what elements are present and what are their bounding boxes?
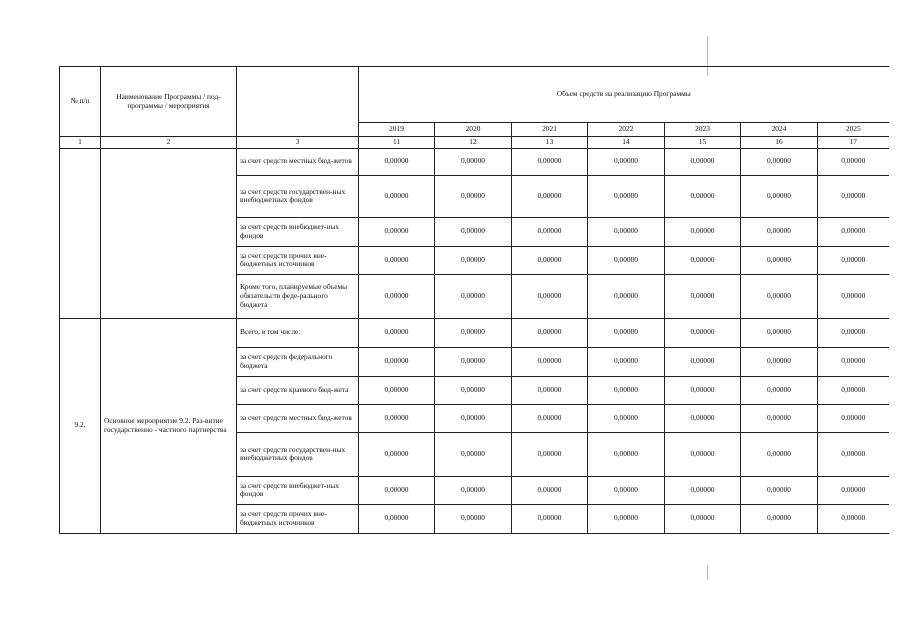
amount-cell: 0,00000 [588,217,665,246]
amount-cell: 0,00000 [741,175,818,217]
amount-cell: 0,00000 [359,404,435,432]
amount-cell: 0,00000 [512,318,588,347]
amount-cell: 0,00000 [512,404,588,432]
amount-cell: 0,00000 [818,376,889,404]
amount-cell: 0,00000 [818,504,889,533]
amount-cell: 0,00000 [512,476,588,504]
amount-cell: 0,00000 [741,504,818,533]
amount-cell: 0,00000 [588,504,665,533]
amount-cell: 0,00000 [665,274,741,318]
column-number: 16 [741,137,818,149]
amount-cell: 0,00000 [588,318,665,347]
row-number: 9.2. [60,318,101,533]
column-number: 11 [359,137,435,149]
amount-cell: 0,00000 [359,274,435,318]
amount-cell: 0,00000 [512,376,588,404]
amount-cell: 0,00000 [665,404,741,432]
amount-cell: 0,00000 [665,476,741,504]
amount-cell: 0,00000 [818,175,889,217]
funding-source-label: Кроме того, планируемые объемы обязательств феде-рального бюджета [237,274,359,318]
amount-cell: 0,00000 [665,318,741,347]
amount-cell: 0,00000 [665,432,741,476]
funding-source-label: за счет средств прочих вне-бюджетных источников [237,246,359,274]
amount-cell: 0,00000 [512,504,588,533]
amount-cell: 0,00000 [818,347,889,376]
budget-table [59,66,889,534]
amount-cell: 0,00000 [588,274,665,318]
amount-cell: 0,00000 [665,217,741,246]
funding-source-label: за счет средств местных бюд-жетов [237,148,359,175]
table-row [60,148,889,175]
amount-cell: 0,00000 [359,148,435,175]
amount-cell: 0,00000 [359,246,435,274]
funding-source-label: за счет средств прочих вне-бюджетных источников [237,504,359,533]
amount-cell: 0,00000 [588,148,665,175]
amount-cell: 0,00000 [818,432,889,476]
amount-cell: 0,00000 [435,432,512,476]
amount-cell: 0,00000 [435,274,512,318]
amount-cell: 0,00000 [818,318,889,347]
amount-cell: 0,00000 [435,504,512,533]
year-cell: 2020 [435,123,512,137]
funding-source-label: за счет средств государствен-ных внебюджетных фондов [237,175,359,217]
header-volume: Объем средств на реализацию Программы [359,67,889,123]
amount-cell: 0,00000 [435,175,512,217]
column-number: 13 [512,137,588,149]
amount-cell: 0,00000 [665,148,741,175]
amount-cell: 0,00000 [741,246,818,274]
amount-cell: 0,00000 [665,376,741,404]
amount-cell: 0,00000 [359,432,435,476]
table-row [60,318,889,347]
amount-cell: 0,00000 [435,318,512,347]
column-number: 2 [101,137,237,149]
row-number-empty [60,148,101,318]
header-name: Наименование Программы / под-программы / мероприятия [101,67,237,137]
amount-cell: 0,00000 [665,504,741,533]
year-cell: 2019 [359,123,435,137]
amount-cell: 0,00000 [588,476,665,504]
funding-source-label: за счет средств государствен-ных внебюджетных фондов [237,432,359,476]
header-source [237,67,359,137]
amount-cell: 0,00000 [512,175,588,217]
amount-cell: 0,00000 [741,476,818,504]
column-number: 17 [818,137,889,149]
funding-source-label: за счет средств внебюджет-ных фондов [237,217,359,246]
amount-cell: 0,00000 [588,347,665,376]
amount-cell: 0,00000 [818,274,889,318]
amount-cell: 0,00000 [359,376,435,404]
amount-cell: 0,00000 [435,476,512,504]
amount-cell: 0,00000 [359,347,435,376]
amount-cell: 0,00000 [665,347,741,376]
amount-cell: 0,00000 [818,246,889,274]
amount-cell: 0,00000 [741,347,818,376]
amount-cell: 0,00000 [741,376,818,404]
amount-cell: 0,00000 [818,404,889,432]
amount-cell: 0,00000 [588,376,665,404]
amount-cell: 0,00000 [512,217,588,246]
program-name-empty [101,148,237,318]
funding-source-label: Всего, в том числе: [237,318,359,347]
amount-cell: 0,00000 [741,148,818,175]
amount-cell: 0,00000 [665,246,741,274]
funding-source-label: за счет средств местных бюд-жетов [237,404,359,432]
column-number: 3 [237,137,359,149]
amount-cell: 0,00000 [359,318,435,347]
amount-cell: 0,00000 [512,347,588,376]
amount-cell: 0,00000 [512,274,588,318]
amount-cell: 0,00000 [741,318,818,347]
year-cell: 2025 [818,123,889,137]
amount-cell: 0,00000 [359,175,435,217]
funding-source-label: за счет средств краевого бюд-жета [237,376,359,404]
amount-cell: 0,00000 [818,148,889,175]
amount-cell: 0,00000 [741,274,818,318]
header-no: № п/п [60,67,101,137]
amount-cell: 0,00000 [359,504,435,533]
amount-cell: 0,00000 [435,217,512,246]
amount-cell: 0,00000 [818,476,889,504]
program-name: Основное мероприятие 9.2. Раз-витие государственно - частного партнерства [101,318,237,533]
funding-source-label: за счет средств федерального бюджета [237,347,359,376]
amount-cell: 0,00000 [359,476,435,504]
amount-cell: 0,00000 [359,217,435,246]
year-cell: 2024 [741,123,818,137]
column-number: 12 [435,137,512,149]
amount-cell: 0,00000 [512,246,588,274]
year-cell: 2022 [588,123,665,137]
amount-cell: 0,00000 [435,148,512,175]
amount-cell: 0,00000 [512,432,588,476]
funding-source-label: за счет средств внебюджет-ных фондов [237,476,359,504]
column-number: 1 [60,137,101,149]
amount-cell: 0,00000 [435,246,512,274]
amount-cell: 0,00000 [512,148,588,175]
amount-cell: 0,00000 [818,217,889,246]
amount-cell: 0,00000 [435,347,512,376]
amount-cell: 0,00000 [588,404,665,432]
amount-cell: 0,00000 [435,404,512,432]
amount-cell: 0,00000 [665,175,741,217]
amount-cell: 0,00000 [741,404,818,432]
scan-artifact [707,566,708,580]
column-numbers-row [60,137,889,149]
amount-cell: 0,00000 [588,246,665,274]
amount-cell: 0,00000 [741,432,818,476]
amount-cell: 0,00000 [588,175,665,217]
year-cell: 2023 [665,123,741,137]
column-number: 15 [665,137,741,149]
amount-cell: 0,00000 [741,217,818,246]
amount-cell: 0,00000 [588,432,665,476]
column-number: 14 [588,137,665,149]
header-row [60,67,889,123]
year-cell: 2021 [512,123,588,137]
amount-cell: 0,00000 [435,376,512,404]
